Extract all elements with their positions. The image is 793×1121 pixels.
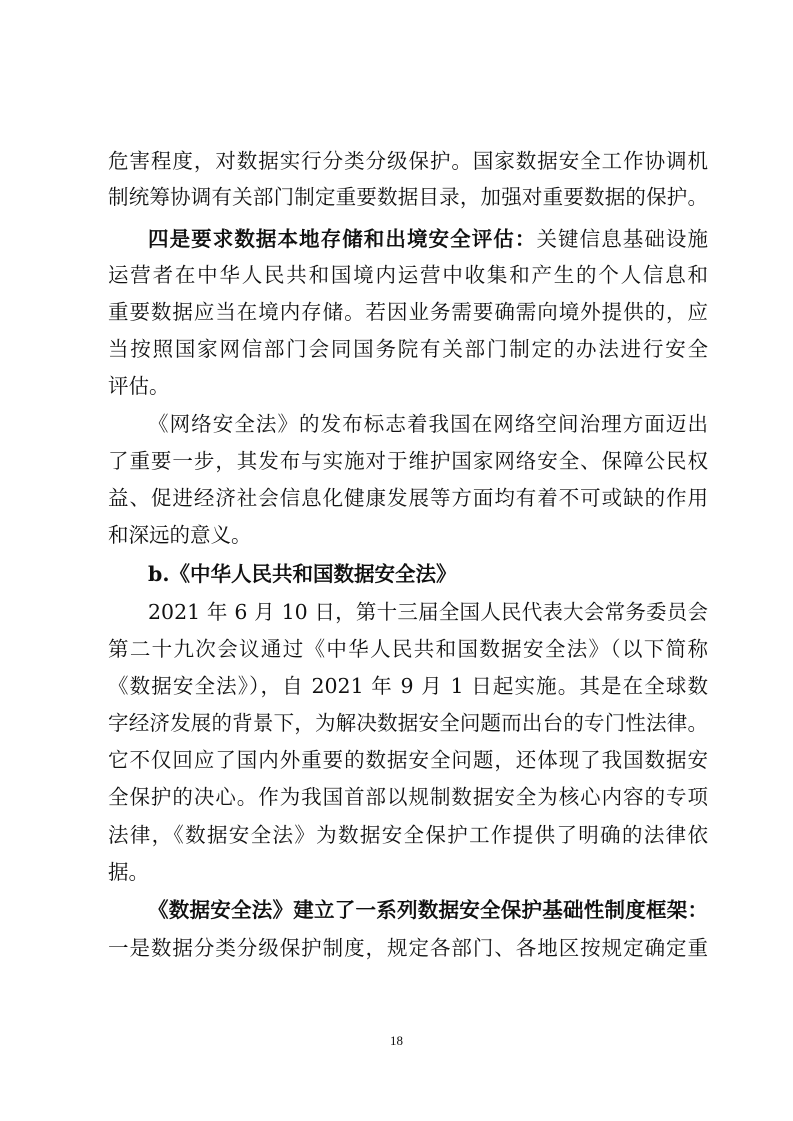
text-line-3-rest: 关键信息基础设施 [536, 227, 708, 251]
text-line-2: 制统筹协调有关部门制定重要数据目录，加强对重要数据的保护。 [108, 185, 708, 209]
text-line-14: 第二十九次会议通过《中华人民共和国数据安全法》（以下简称 [108, 637, 708, 661]
page-number: 18 [390, 1033, 403, 1048]
text-line-7: 评估。 [108, 374, 170, 398]
text-line-18: 全保护的决心。作为我国首部以规制数据安全为核心内容的专项 [108, 785, 708, 809]
text-line-3 [148, 224, 708, 254]
section-heading-data-security-law: b.《中华人民共和国数据安全法》 [148, 562, 457, 586]
heading-framework: 《数据安全法》建立了一系列数据安全保护基础性制度框架： [148, 898, 708, 922]
text-line-1: 危害程度，对数据实行分类分级保护。国家数据安全工作协调机 [108, 149, 708, 173]
text-line-8: 《网络安全法》的发布标志着我国在网络空间治理方面迈出 [148, 412, 708, 436]
text-line-9: 了重要一步，其发布与实施对于维护国家网络安全、保障公民权 [108, 449, 708, 473]
text-line-11: 和深远的意义。 [108, 523, 252, 547]
text-line-13: 2021 年 6 月 10 日，第十三届全国人民代表大会常务委员会 [148, 600, 708, 624]
text-line-15: 《数据安全法》），自 2021 年 9 月 1 日起实施。其是在全球数 [108, 674, 708, 698]
text-line-16: 字经济发展的背景下，为解决数据安全问题而出台的专门性法律。 [108, 711, 708, 735]
text-line-20: 据。 [108, 860, 149, 884]
text-line-4: 运营者在中华人民共和国境内运营中收集和产生的个人信息和 [108, 263, 708, 287]
text-line-5: 重要数据应当在境内存储。若因业务需要确需向境外提供的，应 [108, 300, 708, 324]
text-line-10: 益、促进经济社会信息化健康发展等方面均有着不可或缺的作用 [108, 486, 708, 510]
heading-four-local-storage: 四是要求数据本地存储和出境安全评估： [148, 227, 537, 251]
text-line-22: 一是数据分类分级保护制度，规定各部门、各地区按规定确定重 [108, 936, 708, 960]
text-line-6: 当按照国家网信部门会同国务院有关部门制定的办法进行安全 [108, 337, 708, 361]
text-line-17: 它不仅回应了国内外重要的数据安全问题，还体现了我国数据安 [108, 748, 708, 772]
text-line-19: 法律，《数据安全法》为数据安全保护工作提供了明确的法律依 [108, 823, 708, 847]
